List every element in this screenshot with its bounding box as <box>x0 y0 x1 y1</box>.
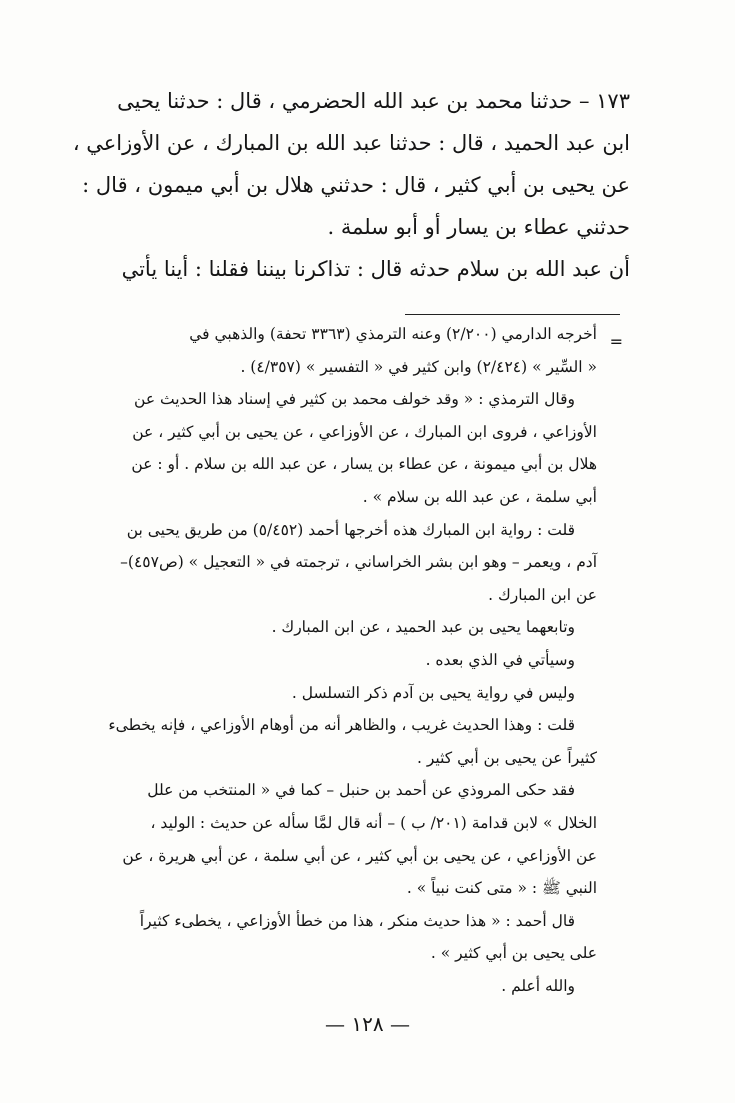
footnote-line: وقال الترمذي : « وقد خولف محمد بن كثير في إسناد هذا الحديث عن <box>134 390 575 409</box>
main-text-block <box>70 80 630 290</box>
footnote-line: والله أعلم . <box>501 976 575 995</box>
footnote-line: قلت : رواية ابن المبارك هذه أخرجها أحمد (٥/٤٥٢) من طريق يحيى بن <box>126 520 575 539</box>
footnote-line: وسيأتي في الذي بعده . <box>425 650 575 669</box>
footnote-line: قلت : وهذا الحديث غريب ، والظاهر أنه من أوهام الأوزاعي ، فإنه يخطىء <box>108 716 575 735</box>
footnote-line: عن ابن المبارك . <box>488 585 597 604</box>
main-text-line: أن عبد الله بن سلام حدثه قال : تذاكرنا بيننا فقلنا : أينا يأتي <box>121 257 630 281</box>
footnote-line: آدم ، ويعمر – وهو ابن بشر الخراساني ، ترجمته في « التعجيل » (ص٤٥٧)– <box>120 553 597 572</box>
footnote-line: « السِّير » (٢/٤٢٤) وابن كثير في « التفسير » (٤/٣٥٧) . <box>240 357 597 376</box>
footnote-line: وليس في رواية يحيى بن آدم ذكر التسلسل . <box>291 683 575 702</box>
footnote-line: على يحيى بن أبي كثير » . <box>430 944 597 963</box>
footnote-line: قال أحمد : « هذا حديث منكر ، هذا من خطأ الأوزاعي ، يخطىء كثيراً <box>139 911 575 930</box>
main-text-line: حدثني عطاء بن يسار أو أبو سلمة . <box>327 215 630 239</box>
footnote-line: وتابعهما يحيى بن عبد الحميد ، عن ابن المبارك . <box>271 618 575 637</box>
footnote-line: كثيراً عن يحيى بن أبي كثير . <box>417 748 597 767</box>
footnote-line: هلال بن أبي ميمونة ، عن عطاء بن يسار ، عن عبد الله بن سلام . أو : عن <box>131 455 597 474</box>
page-number: — ١٢٨ — <box>325 1012 410 1036</box>
main-text-line: ابن عبد الحميد ، قال : حدثنا عبد الله بن المبارك ، عن الأوزاعي ، <box>72 131 630 155</box>
main-text-line: ١٧٣ – حدثنا محمد بن عبد الله الحضرمي ، قال : حدثنا يحيى <box>117 89 630 113</box>
footnote-line: فقد حكى المروذي عن أحمد بن حنبل – كما في « المنتخب من علل <box>147 781 575 800</box>
footnote-line: أبي سلمة ، عن عبد الله بن سلام » . <box>362 487 597 506</box>
footnote-line: الأوزاعي ، فروى ابن المبارك ، عن الأوزاعي ، عن يحيى بن أبي كثير ، عن <box>132 422 597 441</box>
footnote-line: النبي ﷺ : « متى كنت نبياً » . <box>406 879 597 898</box>
footnote-continuation-marker: = <box>609 332 623 351</box>
footnote-divider <box>405 314 620 315</box>
footnote-line: أخرجه الدارمي (٢/٢٠٠) وعنه الترمذي (٣٣٦٣ تحفة) والذهبي في <box>189 325 597 343</box>
footnote-line: الخلال » لابن قدامة (٢٠١/ ب ) – أنه قال لمَّا سأله عن حديث : الوليد ، <box>150 813 597 832</box>
main-text-line: عن يحيى بن أبي كثير ، قال : حدثني هلال بن أبي ميمون ، قال : <box>82 173 630 197</box>
footnote-line: عن الأوزاعي ، عن يحيى بن أبي كثير ، عن أبي سلمة ، عن أبي هريرة ، عن <box>122 846 597 865</box>
footnotes-block <box>108 318 597 1002</box>
